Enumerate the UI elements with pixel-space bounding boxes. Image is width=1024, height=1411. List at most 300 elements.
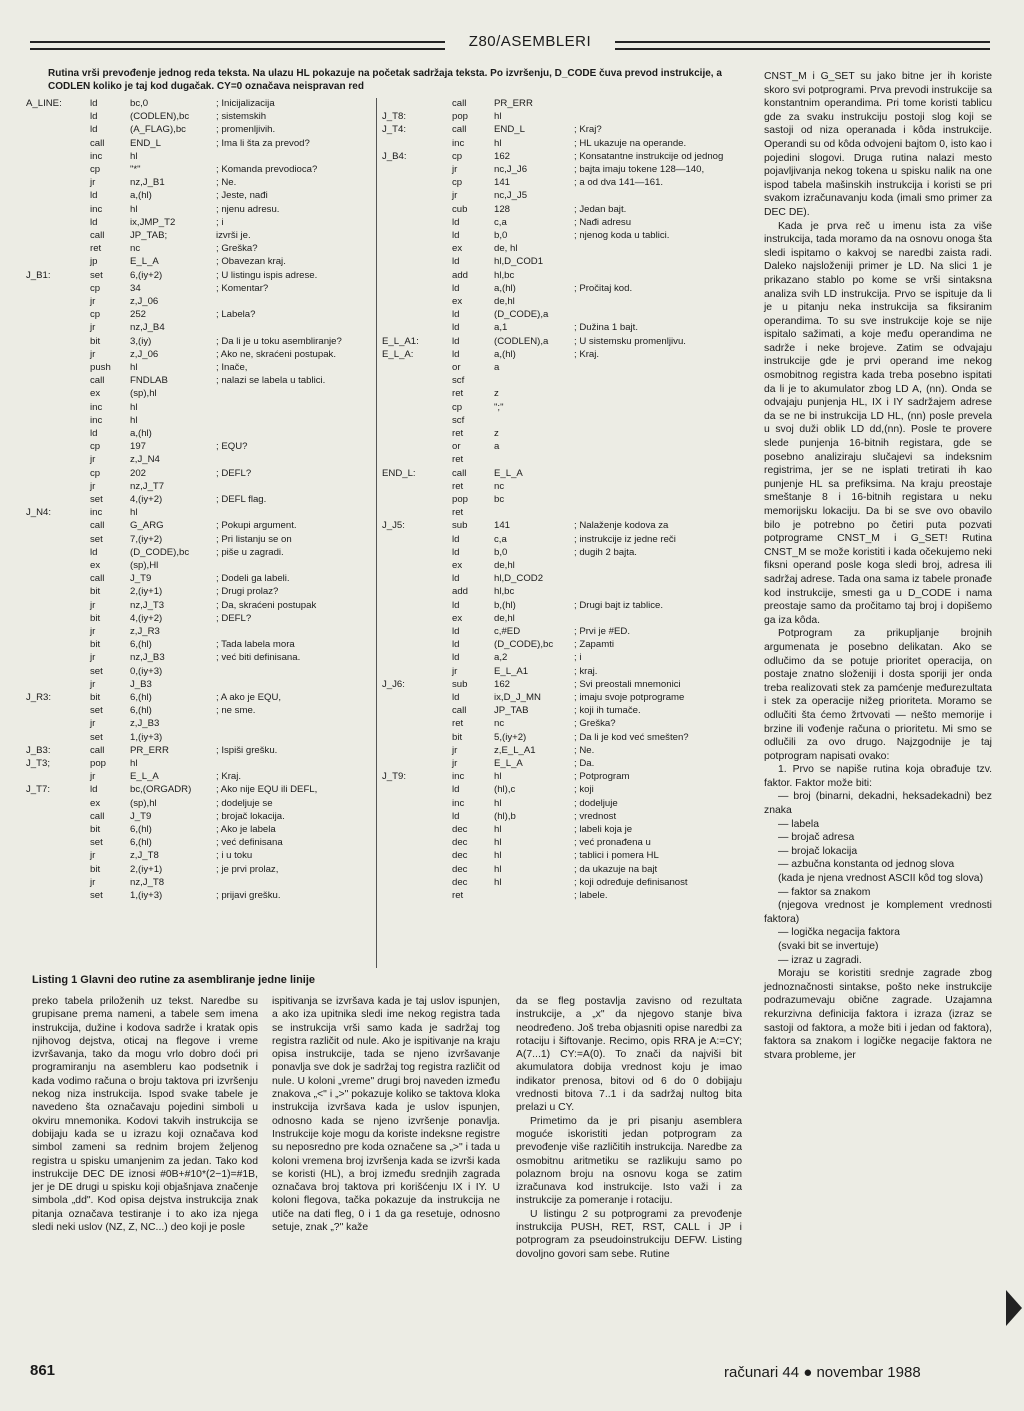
code-operand: z: [494, 388, 499, 400]
code-comment: izvrši je.: [216, 230, 251, 241]
code-operand: bc,0: [130, 98, 149, 109]
code-operand: 3,(iy): [130, 335, 152, 347]
code-opcode: bit: [90, 335, 101, 347]
code-opcode: set: [90, 665, 103, 677]
code-opcode: set: [90, 269, 103, 281]
code-operand: 34: [130, 282, 141, 294]
code-comment: ; DEFL?: [216, 612, 252, 624]
factor-list-item: — izraz u zagradi.: [778, 954, 862, 966]
code-operand: hl: [130, 401, 138, 413]
code-opcode: add: [452, 269, 469, 281]
code-comment: ; Pokupi argument.: [216, 520, 297, 532]
code-opcode: ret: [452, 428, 464, 439]
code-comment: ; prijavi grešku.: [216, 890, 281, 901]
code-opcode: bit: [452, 731, 463, 743]
code-comment: ; Ne.: [574, 744, 595, 756]
code-comment: ; Komentar?: [216, 282, 269, 294]
code-comment: ; bajta imaju tokene 128—140,: [574, 164, 705, 175]
code-label: J_B1:: [26, 269, 51, 281]
code-operand: E_L_A: [130, 256, 159, 268]
code-opcode: jr: [90, 480, 96, 492]
code-opcode: bit: [90, 863, 101, 875]
code-opcode: set: [90, 837, 103, 849]
code-opcode: cp: [90, 309, 101, 321]
factor-list-item: — broj (binarni, dekadni, heksadekadni) bez znaka: [764, 791, 992, 817]
code-opcode: ld: [452, 810, 460, 822]
code-comment: ; već biti definisana.: [216, 652, 301, 664]
code-label: J_N4:: [26, 507, 52, 519]
code-opcode: set: [90, 494, 103, 505]
code-comment: ; koji: [574, 784, 594, 796]
code-opcode: jr: [90, 652, 96, 664]
code-operand: z: [494, 428, 499, 439]
code-opcode: inc: [90, 401, 103, 413]
code-operand: hl: [494, 863, 502, 875]
article-paragraph: preko tabela priloženih uz tekst. Naredbe su grupisane prema nameni, a tabele sem imena instrukcija, dužine i kodova sadrže i kratak opis njihovog dejstva, oticaj na flegove i vreme izvršavanja, tako da mogu vrlo dobro doći pri programiranju na asembleru kao podsetnik i kada vodimo računa o broju taktova pri izvršenju nekog niza instrukcija. Ispod svake tabele je navedeno šta označavaju pojedini simboli u okviru mnemonika. Kodovi takvih instrukcija se dobijaju kada se u izrazu koji označava kod simbol zameni sa rednim brojem željenog registra u spisku umanjenim za jedan. Tako kod instrukcije DEC DE iznosi #0B+#10*(2−1)=#1B, jer je DE drugi u spisku koji objašnjava značenje simbola „dd". Kod opisa dejstva instrukcija znak pitanja označava testiranje i to ako iza njega sledi neki uslov (NZ, Z, NC...) deo koji je posle: [32, 996, 258, 1234]
code-operand: de, hl: [494, 243, 518, 255]
code-operand: nc,J_J5: [494, 190, 528, 202]
code-comment: ; Prvi je #ED.: [574, 626, 630, 637]
code-opcode: call: [90, 375, 105, 387]
code-comment: ; Zapamti: [574, 639, 614, 651]
code-opcode: ld: [452, 639, 460, 651]
header-rule-left: [30, 41, 445, 50]
code-operand: nc: [130, 243, 141, 255]
code-operand: nc: [494, 480, 505, 492]
code-operand: de,hl: [494, 296, 515, 307]
code-comment: ; Nađi adresu: [574, 216, 632, 228]
code-operand: hl: [130, 362, 138, 373]
code-comment: ; Pri listanju se on: [216, 533, 292, 545]
code-opcode: ld: [452, 652, 460, 664]
code-comment: ; dodeljuje se: [216, 797, 273, 809]
code-comment: ; Dodeli ga labeli.: [216, 573, 290, 585]
code-operand: nz,J_T3: [130, 599, 165, 611]
code-comment: ; vrednost: [574, 810, 617, 822]
code-operand: 7,(iy+2): [130, 533, 163, 545]
code-operand: hl: [494, 850, 502, 862]
section-header: [30, 33, 990, 52]
code-opcode: ld: [452, 546, 460, 558]
code-label: J_T8:: [382, 111, 406, 123]
code-opcode: bit: [90, 692, 101, 703]
code-opcode: ret: [90, 243, 102, 255]
code-operand: a,(hl): [494, 282, 516, 294]
code-opcode: dec: [452, 837, 468, 849]
code-opcode: jr: [90, 718, 96, 730]
code-operand: 2,(iy+1): [130, 586, 163, 598]
code-comment: ; Pročitaj kod.: [574, 282, 633, 294]
factor-list-item: (njegova vrednost je komplement vrednosti faktora): [764, 900, 992, 925]
code-operand: hl: [494, 137, 502, 149]
code-operand: a: [494, 362, 500, 373]
code-comment: ; Greška?: [574, 718, 616, 730]
code-opcode: call: [452, 705, 467, 717]
code-comment: ; Labela?: [216, 309, 256, 321]
code-comment: ; ne sme.: [216, 705, 256, 717]
code-opcode: ld: [452, 692, 460, 703]
code-operand: (A_FLAG),bc: [130, 124, 186, 136]
code-operand: E_L_A: [494, 758, 523, 769]
code-comment: ; Ako nije EQU ili DEFL,: [216, 784, 318, 796]
code-operand: b,(hl): [494, 599, 516, 611]
code-comment: ; DEFL flag.: [216, 494, 267, 505]
code-operand: nz,J_B3: [130, 652, 165, 664]
code-comment: ; A ako je EQU,: [216, 692, 282, 703]
code-opcode: ld: [90, 190, 98, 202]
code-operand: a,1: [494, 322, 508, 334]
code-operand: z,E_L_A1: [494, 744, 536, 756]
code-operand: de,hl: [494, 560, 515, 571]
code-opcode: ld: [452, 533, 460, 545]
code-opcode: cp: [90, 441, 101, 453]
code-operand: hl,D_COD2: [494, 573, 544, 585]
code-operand: z,J_B3: [130, 718, 160, 730]
listing-caption: Listing 1 Glavni deo rutine za asembliranje jedne linije: [32, 974, 316, 986]
code-operand: 6,(hl): [130, 824, 152, 835]
article-paragraph: CNST_M i G_SET su jako bitne jer ih koriste skoro svi potprogrami. Prva prevodi instrukcije sa konstantnim operandima. Pri tome koristi tablicu gde za svaku instrukciju postoji slog koji se sastoji od niza operanada i kôda instrukcije. Operandi su od kôda odvojeni bajtom 0, isto kao i pojedini slogovi. Druga rutina nalazi mesto pojavljivanja nekog tokena u spisku nalik na one ispod tabela mašinskih instrukcija i koristi se pri svakom izračunavanju koda (imali smo primer za DEC DE).: [764, 71, 992, 218]
code-label: E_L_A:: [382, 348, 414, 360]
code-operand: c,a: [494, 533, 507, 545]
code-operand: ix,JMP_T2: [130, 216, 176, 228]
code-operand: (hl),c: [494, 784, 516, 796]
code-opcode: scf: [452, 375, 465, 387]
article-paragraph: Kada je prva reč u imenu ista za više instrukcija, tada moramo da na osnovu onoga šta sledi ispitamo o kakvoj se naredbi zaista radi. Dalеko najsloženiji primer je LD. Na slici 1 je prikazano stablo po kome se vrši sintaksna analiza svih LD instrukcija. Prvo se ispituje da li je u pitanju neka instrukcija sa fiksiranim operandima. To su sve instrukcije koje se nije ispitalo sažimati, a koje među operandima ne sadrže i neke brojeve. Zatim se odvajaju instrukcije gde je prvi operand ime nekog osmobitnog registra kada treba posebno ispitati da li je to akumulator zbog LD A, (nn). Onda se odvajaju punjenja HL, IX i IY sadržajem adrese da se ne bi instrukcija LD HL, (nn) posle prevela u svoj duži oblik LD dd,(nn). Posle te provere slede punjenja 16-bitnih registara, gde se posebno analiziraju slučajevi sa indeksnim registrima, jer se ne isplati tretirati ih kao punjenje HL sa prefiksima. Na kraju preostaje smeštanje 8 i 16-bitnih registara u neku memorijsku lokaciju. Da bi se sve ovo obavilo bilo je potrebno po četiri puta pozvati potprograme CNST_M i G_SET! Rutina CNST_M se može koristiti i kada očekujemo neki fiksni operand posle koga sledi broj, adresa ili sadržaj adrese. Tada ona sama iz tabele pronađe kod instrukcije, smesti ga u D_CODE i nama preostaje samo da pročitamo taj broj i dopišemo ga iza kôda.: [764, 220, 992, 626]
code-label: J_R3:: [26, 692, 52, 703]
page-number: 861: [30, 1362, 56, 1379]
code-label: J_T9:: [382, 771, 406, 783]
code-opcode: ex: [90, 797, 101, 809]
code-opcode: cp: [452, 401, 463, 413]
code-operand: JP_TAB: [494, 705, 529, 717]
factor-list-item: — faktor sa znakom: [778, 886, 871, 898]
code-operand: G_ARG: [130, 520, 164, 532]
code-operand: PR_ERR: [494, 98, 533, 109]
code-opcode: jp: [90, 256, 98, 268]
code-comment: ; njenog koda u tablici.: [574, 230, 670, 241]
factor-list-item: 1. Prvo se napiše rutina koja obrađuje tzv. faktor. Faktor može biti:: [764, 764, 992, 789]
code-opcode: jr: [90, 850, 96, 862]
code-opcode: ld: [452, 626, 460, 637]
code-operand: E_L_A: [494, 467, 523, 479]
code-opcode: call: [452, 467, 467, 479]
factor-list-item: — labela: [778, 818, 820, 830]
code-comment: ; DEFL?: [216, 467, 252, 479]
code-comment: ; U sistemsku promenljivu.: [574, 335, 686, 347]
code-opcode: set: [90, 890, 103, 901]
code-operand: 141: [494, 520, 511, 532]
article-column-right: [764, 70, 992, 1062]
code-operand: (CODLEN),bc: [130, 111, 190, 123]
code-opcode: sub: [452, 520, 468, 532]
continue-arrow-icon: [1006, 1290, 1022, 1326]
code-operand: END_L: [130, 137, 161, 149]
code-comment: ; EQU?: [216, 441, 248, 453]
code-comment: ; Jeste, nađi: [216, 190, 268, 202]
code-operand: 6,(hl): [130, 705, 152, 717]
code-opcode: bit: [90, 586, 101, 598]
code-comment: ; Da li je u toku asembliranje?: [216, 335, 342, 347]
code-comment: ; labele.: [574, 890, 608, 901]
code-opcode: jr: [452, 744, 458, 756]
code-operand: a,2: [494, 652, 508, 664]
code-operand: J_B3: [130, 678, 152, 690]
code-opcode: ret: [452, 388, 464, 400]
code-operand: hl: [494, 824, 502, 835]
code-opcode: ex: [452, 560, 463, 571]
code-operand: nz,J_B4: [130, 322, 165, 334]
code-operand: 6,(hl): [130, 837, 152, 849]
code-operand: hl: [130, 203, 138, 215]
code-opcode: bit: [90, 824, 101, 835]
code-operand: 162: [494, 678, 511, 690]
code-opcode: cp: [452, 150, 463, 162]
code-operand: 197: [130, 441, 147, 453]
code-comment: ; Ne.: [216, 177, 237, 189]
code-opcode: jr: [90, 771, 96, 783]
code-opcode: cub: [452, 203, 468, 215]
code-operand: a: [494, 441, 500, 453]
code-operand: ";": [494, 401, 504, 413]
code-comment: ; Greška?: [216, 243, 258, 255]
code-operand: END_L: [494, 124, 525, 136]
code-comment: ; tablici i pomera HL: [574, 850, 659, 862]
code-operand: hl,bc: [494, 586, 515, 598]
code-comment: ; Svi preostali mnemonici: [574, 678, 681, 690]
code-comment: ; piše u zagradi.: [216, 546, 284, 558]
code-opcode: ld: [452, 573, 460, 585]
code-opcode: ld: [452, 309, 460, 321]
code-operand: 128: [494, 203, 511, 215]
code-opcode: pop: [452, 111, 469, 123]
code-comment: ; već definisana: [216, 837, 283, 849]
code-opcode: cp: [90, 467, 101, 479]
factor-list-item: — brojač adresa: [778, 832, 855, 844]
code-comment: ; Tada labela mora: [216, 639, 295, 651]
code-operand: a,(hl): [130, 428, 152, 439]
code-comment: ; Nalaženje kodova za: [574, 520, 669, 532]
code-opcode: or: [452, 362, 461, 373]
code-operand: 162: [494, 150, 511, 162]
code-opcode: call: [90, 520, 105, 532]
code-opcode: bit: [90, 639, 101, 651]
code-operand: hl: [130, 507, 138, 519]
code-opcode: ex: [90, 560, 101, 571]
code-comment: ; njenu adresu.: [216, 203, 280, 215]
code-opcode: inc: [452, 771, 465, 783]
code-operand: hl,D_COD1: [494, 256, 544, 268]
code-opcode: jr: [90, 678, 96, 690]
code-operand: nc,J_J6: [494, 164, 528, 175]
listing-intro: Rutina vrši prevođenje jednog reda teksta. Na ulazu HL pokazuje na početak sadržaja teksta. Po izvršenju, D_CODE čuva prevod instrukcije, a CODLEN koliko je taj kod dugačak. CY=0 označava neispravan red: [48, 68, 722, 92]
article-column-1: [32, 995, 258, 1234]
code-opcode: ld: [452, 348, 460, 360]
code-comment: ; HL ukazuje na operande.: [574, 137, 687, 149]
listing-column-divider: [376, 98, 377, 968]
code-opcode: jr: [90, 599, 96, 611]
code-opcode: dec: [452, 876, 468, 888]
factor-list: [764, 763, 992, 967]
code-label: END_L:: [382, 467, 416, 479]
code-operand: JP_TAB;: [130, 230, 168, 241]
code-operand: 4,(iy+2): [130, 494, 163, 505]
factor-list-item: — azbučna konstanta od jednog slova: [778, 859, 955, 871]
code-operand: nc: [494, 718, 505, 730]
code-comment: ; U listingu ispis adrese.: [216, 269, 318, 281]
code-opcode: ld: [90, 546, 98, 558]
code-opcode: call: [90, 810, 105, 822]
code-comment: ; Kraj?: [574, 124, 602, 136]
code-opcode: dec: [452, 850, 468, 862]
code-opcode: ld: [452, 322, 460, 334]
article-paragraph: Moraju se koristiti srednje zagrade zbog jednoznačnosti sintakse, pošto neke instrukcije podrazumevaju obične zagrade. Uzajamna rekurzivna definicija faktora i izraza (izraz se sastoji od faktora, a može biti i jedan od faktora), faktora sa znakom i logičke negacije faktora ne stvara probleme, jer: [764, 968, 992, 1061]
code-comment: ; Drugi bajt iz tablice.: [574, 599, 664, 611]
code-comment: ; dugih 2 bajta.: [574, 546, 637, 558]
code-opcode: ld: [452, 216, 460, 228]
code-operand: a,(hl): [494, 348, 516, 360]
code-opcode: ld: [452, 335, 460, 347]
code-operand: z,J_06: [130, 348, 159, 360]
code-operand: J_T9: [130, 810, 152, 822]
code-opcode: cp: [90, 164, 101, 175]
code-opcode: jr: [90, 296, 96, 307]
code-operand: hl: [494, 797, 502, 809]
code-opcode: pop: [452, 494, 469, 505]
code-operand: bc: [494, 494, 505, 505]
code-opcode: cp: [90, 282, 101, 294]
code-opcode: ret: [452, 454, 464, 466]
code-operand: E_L_A1: [494, 665, 529, 677]
code-opcode: or: [452, 441, 461, 453]
factor-list-item: (kada je njena vrednost ASCII kôd tog slova): [778, 873, 984, 885]
code-operand: nz,J_T8: [130, 876, 165, 888]
code-operand: 202: [130, 467, 147, 479]
code-opcode: add: [452, 586, 469, 598]
code-opcode: ld: [90, 784, 98, 796]
code-comment: ; Kraj.: [216, 771, 242, 783]
code-opcode: jr: [452, 190, 458, 202]
code-operand: 6,(iy+2): [130, 269, 163, 281]
code-operand: de,hl: [494, 612, 515, 624]
code-operand: 0,(iy+3): [130, 665, 163, 677]
code-operand: hl: [494, 771, 502, 783]
code-operand: 1,(iy+3): [130, 731, 163, 743]
code-comment: ; labeli koja je: [574, 824, 633, 835]
article-paragraph: U listingu 2 su potprogrami za prevođenje instrukcija PUSH, RET, RST, CALL i JP i potprogram za pseudoinstrukciju DEFW. Listing dovoljno govori sam sebe. Rutine: [516, 1208, 742, 1260]
article-paragraph: ispitivanja se izvršava kada je taj uslov ispunjen, a ako iza upitnika sledi ime nekog registra tada se instrukcija vrši samo kada je sadržaj tog registra različit od nule. Ako je ispitivanje na kraju opisa instrukcije, tada se njeno izvršavanje ponavlja sve dok je sadržaj tog registra različit od nule. U koloni „vreme" drugi broj naveden između znakova „<" i „>" pokazuje koliko se taktova kloka instrukcija izvršava kada je uslov ispunjen, odnosno kada se njeno izvršenje ponavlja. Instrukcije koje mogu da koriste indeksne registre su neposredno pre koda označene sa „>" i tada u koloni vremena broj izvršenja kada se izvrši kada se koristi (HL), a broj između srednjih zagrada označava broj taktova pri korišćenju IX i IY. U koloni flegova, tačka pokazuje da instrukcija ne utiče na dati fleg, 0 i 1 da ga resetuje, odnosno setuje, znak „?" kaže: [272, 996, 500, 1234]
code-opcode: ex: [452, 243, 463, 255]
code-comment: ; i: [216, 216, 224, 228]
code-label: J_T7:: [26, 784, 50, 796]
code-opcode: ld: [452, 230, 460, 241]
code-opcode: ld: [90, 98, 98, 109]
code-opcode: inc: [452, 137, 465, 149]
code-operand: 141: [494, 177, 511, 189]
code-opcode: sub: [452, 678, 468, 690]
code-operand: hl,bc: [494, 269, 515, 281]
code-opcode: inc: [90, 507, 103, 519]
code-operand: z,J_N4: [130, 454, 160, 466]
code-comment: ; nalazi se labela u tablici.: [216, 375, 326, 387]
code-opcode: call: [452, 98, 467, 109]
code-label: E_L_A1:: [382, 335, 419, 347]
code-comment: ; kraj.: [574, 665, 598, 677]
header-rule-right: [615, 41, 990, 50]
code-opcode: set: [90, 705, 103, 717]
code-opcode: push: [90, 362, 111, 373]
code-operand: hl: [130, 414, 138, 426]
code-opcode: dec: [452, 863, 468, 875]
code-operand: b,0: [494, 230, 508, 241]
code-opcode: ld: [452, 256, 460, 268]
code-operand: FNDLAB: [130, 375, 168, 387]
code-opcode: ex: [452, 612, 463, 624]
article-paragraph: Primetimo da je pri pisanju asemblera moguće iskoristiti jedan potprogram za prevođenje više različitih instrukcija. Naredbe za osmobitnu aritmetiku se razlikuju samo po polaznom broju na osnovu koga se zatim izračunava kod instrukcije. Isto važi i za instrukcije za pomeranje i rotaciju.: [516, 1115, 742, 1207]
code-comment: ; koji ih tumače.: [574, 705, 641, 717]
code-comment: ; da ukazuje na bajt: [574, 863, 658, 875]
code-opcode: jr: [90, 454, 96, 466]
code-label: J_B4:: [382, 150, 407, 162]
code-opcode: call: [90, 744, 105, 756]
code-opcode: pop: [90, 758, 107, 769]
code-operand: nz,J_B1: [130, 177, 165, 189]
code-comment: ; i: [574, 652, 582, 664]
code-opcode: jr: [90, 626, 96, 637]
code-operand: 5,(iy+2): [494, 731, 527, 743]
code-operand: (sp),hl: [130, 388, 157, 400]
code-comment: ; Ispiši grešku.: [216, 744, 278, 756]
code-operand: (hl),b: [494, 810, 516, 822]
code-comment: ; Jedan bajt.: [574, 203, 627, 215]
code-opcode: jr: [90, 177, 96, 189]
code-opcode: jr: [90, 348, 96, 360]
section-title: Z80/ASEMBLERI: [468, 33, 592, 50]
code-operand: hl: [130, 150, 138, 162]
code-label: A_LINE:: [26, 98, 62, 109]
article-column-2: [272, 995, 500, 1234]
code-comment: ; Ima li šta za prevod?: [216, 137, 310, 149]
code-comment: ; instrukcije iz jedne reči: [574, 533, 676, 545]
code-operand: bc,(ORGADR): [130, 784, 192, 796]
code-operand: 4,(iy+2): [130, 612, 163, 624]
code-opcode: ret: [452, 507, 464, 519]
code-operand: hl: [494, 876, 502, 888]
code-opcode: ld: [90, 111, 98, 123]
code-comment: ; Da.: [574, 758, 595, 769]
code-opcode: inc: [90, 414, 103, 426]
factor-list-item: (svaki bit se invertuje): [778, 941, 879, 952]
code-comment: ; Inače,: [216, 362, 248, 373]
code-comment: ; Potprogram: [574, 771, 630, 783]
article-paragraph: Potprogram za prikupljanje brojnih argumenata je posebno delikatan. Ako se odlučimo da se potuje prioritet operacija, on postaje znatno složeniji i dosta sporiji jer onda treba realizovati stek za pamćenje međurezultata i stek za operacije nižeg prioriteta. Moramo se odlučiti šta ćemo žrtvovati — nešto memorije i brzine ili vođenje računa o prioritetu. Mi smo se odlučili za ovo drugo. Najzgodnije je taj potprogram napisati ovako:: [764, 628, 992, 762]
code-operand: ix,D_J_MN: [494, 692, 541, 703]
code-opcode: jr: [90, 322, 96, 334]
code-comment: ; koji određuje definisanost: [574, 876, 688, 888]
code-comment: ; sistemskih: [216, 111, 267, 123]
code-comment: ; a od dva 141—161.: [574, 177, 664, 189]
code-comment: ; brojač lokacija.: [216, 810, 285, 822]
code-comment: ; Obavezan kraj.: [216, 256, 286, 268]
code-operand: hl: [130, 758, 138, 769]
code-operand: 6,(hl): [130, 639, 152, 651]
code-opcode: ld: [452, 784, 460, 796]
code-operand: b,0: [494, 546, 508, 558]
code-operand: c,a: [494, 216, 507, 228]
code-label: J_B3:: [26, 744, 51, 756]
code-operand: z,J_06: [130, 296, 159, 307]
code-comment: ; već pronađena u: [574, 837, 651, 849]
code-operand: a,(hl): [130, 190, 152, 202]
